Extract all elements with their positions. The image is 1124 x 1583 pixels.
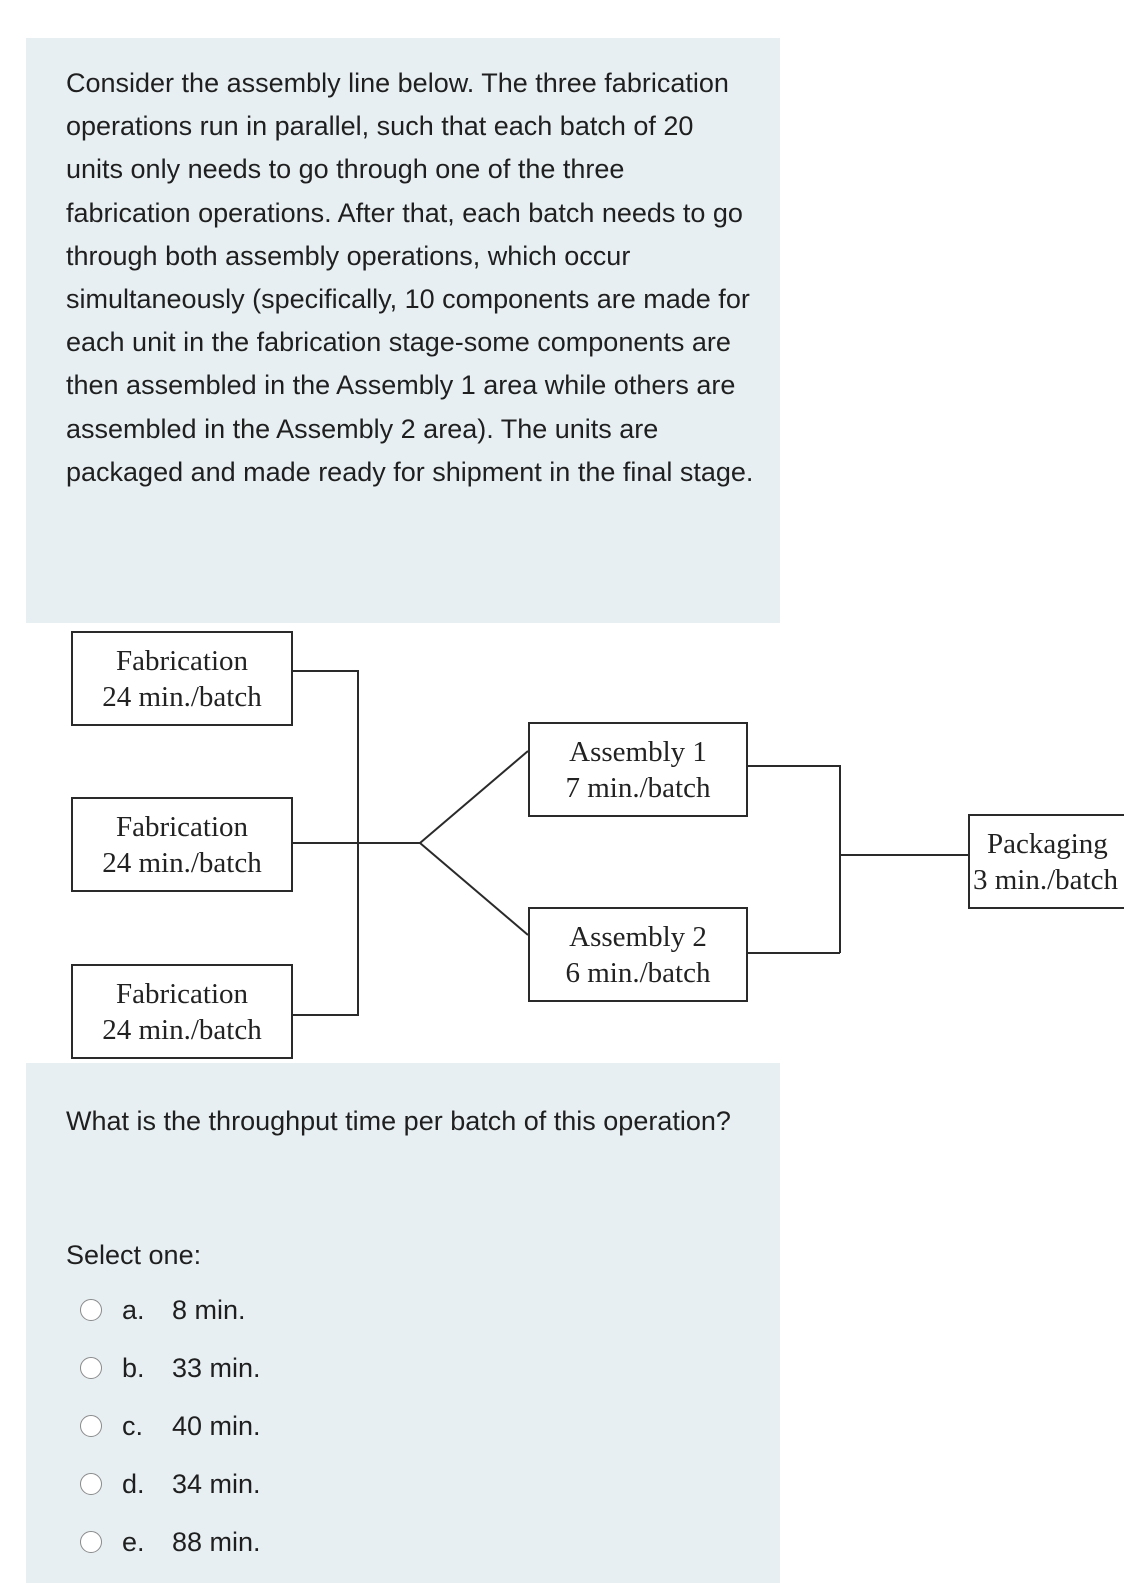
packaging-name: Packaging	[987, 827, 1108, 860]
option-c-text: 40 min.	[172, 1410, 261, 1441]
assembly-2-name: Assembly 2	[569, 920, 707, 953]
option-a-text: 8 min.	[172, 1294, 246, 1325]
radio-button-a[interactable]	[80, 1299, 102, 1321]
fabrication-2-name: Fabrication	[115, 810, 249, 843]
fabrication-3-name: Fabrication	[115, 977, 249, 1010]
option-d-text: 34 min.	[172, 1468, 261, 1499]
connector-split-a2	[420, 843, 528, 935]
assembly-1-time: 7 min./batch	[565, 771, 711, 804]
packaging-time: 3 min./batch	[973, 863, 1118, 896]
option-e-text: 88 min.	[172, 1526, 261, 1557]
connector-a1	[748, 766, 840, 953]
fabrication-box-2	[71, 797, 293, 892]
radio-button-e[interactable]	[80, 1531, 102, 1553]
answer-option-d[interactable]	[80, 1464, 261, 1504]
answer-option-c[interactable]	[80, 1406, 261, 1446]
assembly-1-name: Assembly 1	[569, 735, 707, 768]
fabrication-box-3	[71, 964, 293, 1059]
packaging-box	[968, 814, 1124, 909]
radio-button-d[interactable]	[80, 1473, 102, 1495]
assembly-2-time: 6 min./batch	[565, 956, 711, 989]
select-one-label: Select one:	[66, 1240, 202, 1270]
radio-button-c[interactable]	[80, 1415, 102, 1437]
fabrication-box-1	[71, 631, 293, 726]
option-b-text: 33 min.	[172, 1352, 261, 1383]
assembly-2-box	[528, 907, 748, 1002]
connector-split-a1	[420, 751, 528, 843]
question-paragraph: Consider the assembly line below. The three fabrication operations run in parallel, such that each batch of 20 units only needs to go through one of the three fabrication operations. After that, each batch needs to go through both assembly operations, which occur simultaneously (specifically, 10 components are made for each unit in the fabrication stage-some components are then assembled in the Assembly 1 area while others are assembled in the Assembly 2 area). The units are packaged and made ready for shipment in the final stage.	[66, 68, 754, 487]
fabrication-1-time: 24 min./batch	[102, 680, 262, 713]
option-d-letter: d.	[122, 1468, 145, 1499]
connector-fab1	[293, 671, 358, 843]
question-prompt: What is the throughput time per batch of this operation?	[66, 1106, 731, 1136]
fabrication-1-name: Fabrication	[115, 644, 249, 677]
option-c-letter: c.	[122, 1410, 144, 1441]
assembly-1-box	[528, 722, 748, 817]
option-a-letter: a.	[122, 1294, 145, 1325]
connector-fab3	[293, 843, 358, 1015]
option-e-letter: e.	[122, 1526, 145, 1557]
radio-button-b[interactable]	[80, 1357, 102, 1379]
fabrication-3-time: 24 min./batch	[102, 1013, 262, 1046]
answer-option-e[interactable]	[80, 1522, 261, 1562]
fabrication-2-time: 24 min./batch	[102, 846, 262, 879]
answer-option-b[interactable]	[80, 1348, 261, 1388]
option-b-letter: b.	[122, 1352, 145, 1383]
answer-option-a[interactable]	[80, 1290, 246, 1330]
